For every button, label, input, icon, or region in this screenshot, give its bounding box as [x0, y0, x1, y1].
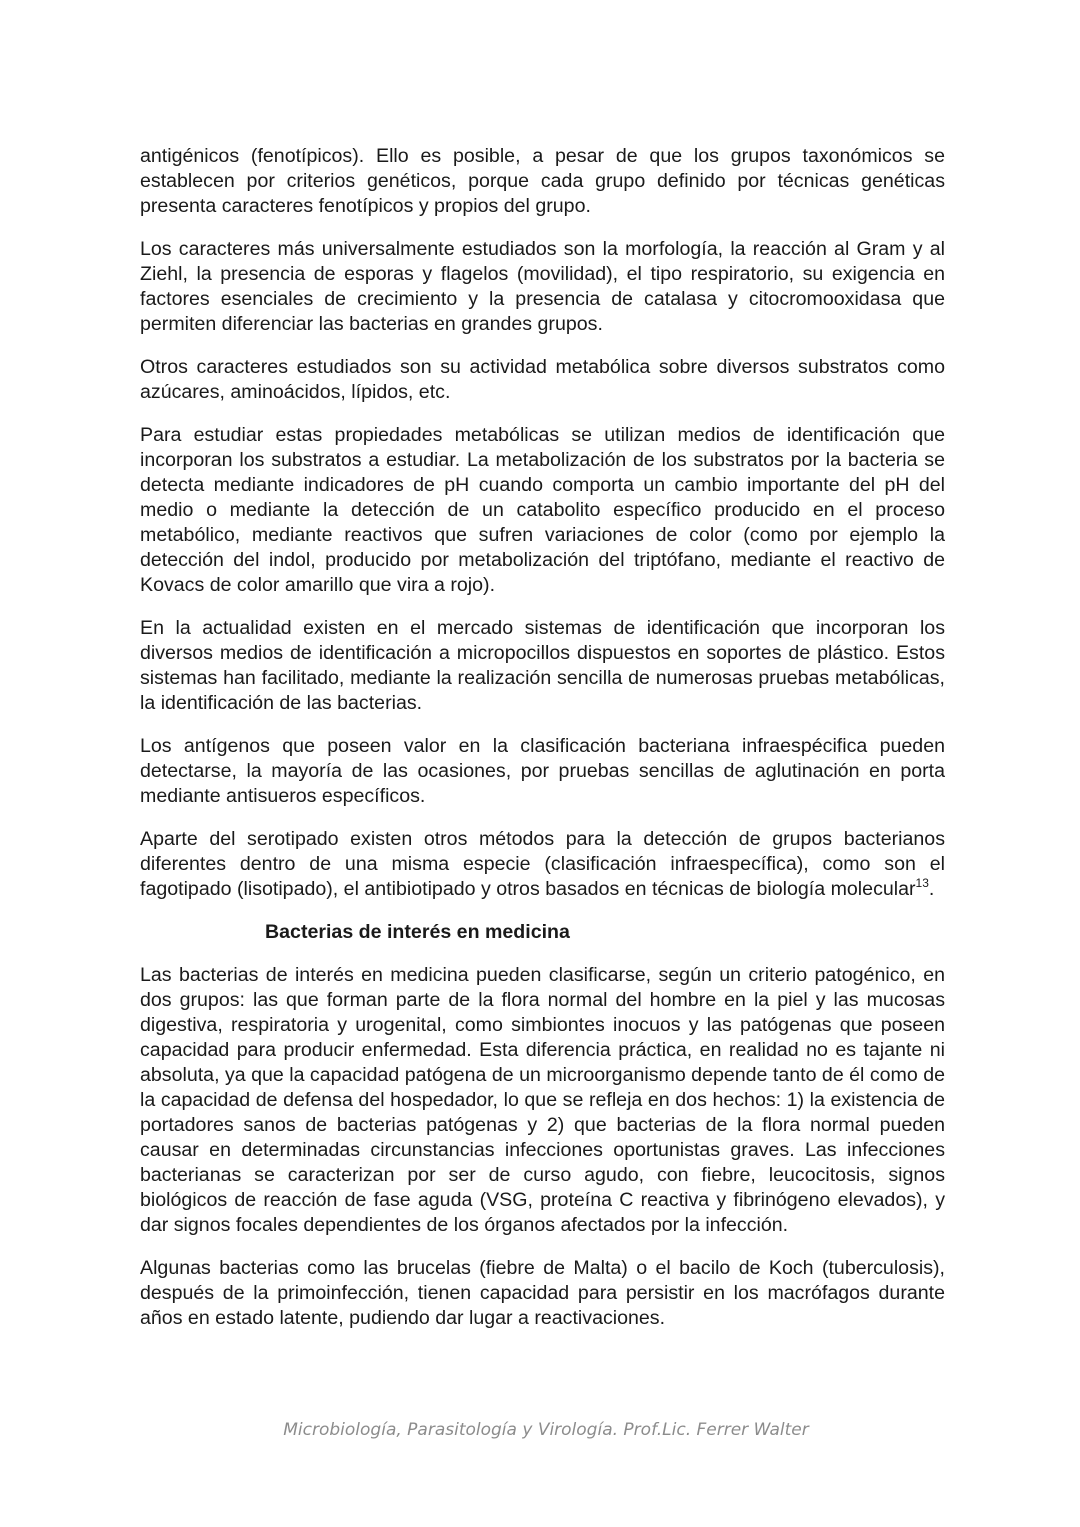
paragraph-metabolic-activity: Otros caracteres estudiados son su actividad metabólica sobre diversos substratos como azúcares, aminoácidos, lípidos, etc.	[140, 356, 945, 403]
paragraph-typing-text: Aparte del serotipado existen otros métodos para la detección de grupos bacterianos diferentes dentro de una misma especie (clasificación infraespecífica), como son el fagotipado (lisotipado), el antibiotipado y otros basados en técnicas de biología molecular	[140, 828, 945, 900]
paragraph-medical-bacteria: Las bacterias de interés en medicina pueden clasificarse, según un criterio patogénico, en dos grupos: las que forman parte de la flora normal del hombre en la piel y las mucosas digestiva, respiratoria y urogenital, como simbiontes inocuos y las patógenas que poseen capacidad para producir enfermedad. Esta diferencia práctica, en realidad no es tajante ni absoluta, ya que la capacidad patógena de un microorganismo depende tanto de él como de la capacidad de defensa del hospedador, lo que se refleja en dos hechos: 1) la existencia de portadores sanos de bacterias patógenas y 2) que bacterias de la flora normal pueden causar en determinadas circunstancias infecciones oportunistas graves. Las infecciones bacterianas se caracterizan por ser de curso agudo, con fiebre, leucocitosis, signos biológicos de reacción de fase aguda (VSG, proteína C reactiva y fibrinógeno elevados), y dar signos focales dependientes de los órganos afectados por la infección.	[140, 964, 945, 1236]
paragraph-identification-systems: En la actualidad existen en el mercado sistemas de identificación que incorporan los diversos medios de identificación a micropocillos dispuestos en soportes de plástico. Estos sistemas han facilitado, mediante la realización sencilla de numerosas pruebas metabólicas, la identificación de las bacterias.	[140, 617, 945, 714]
paragraph-antigens: Los antígenos que poseen valor en la clasificación bacteriana infraespécifica pueden detectarse, la mayoría de las ocasiones, por pruebas sencillas de aglutinación en porta mediante antisueros específicos.	[140, 735, 945, 807]
paragraph-universal-characters: Los caracteres más universalmente estudiados son la morfología, la reacción al Gram y al Ziehl, la presencia de esporas y flagelos (movilidad), el tipo respiratorio, su exigencia en factores esenciales de crecimiento y la presencia de catalasa y citocromooxidasa que permiten diferenciar las bacterias en grandes grupos.	[140, 238, 945, 335]
paragraph-latent-bacteria: Algunas bacterias como las brucelas (fiebre de Malta) o el bacilo de Koch (tuberculosis), después de la primoinfección, tienen capacidad para persistir en los macrófagos durante años en estado latente, pudiendo dar lugar a reactivaciones.	[140, 1257, 945, 1329]
page-footer: Microbiología, Parasitología y Virología. Prof.Lic. Ferrer Walter	[283, 1420, 809, 1440]
paragraph-identification-media: Para estudiar estas propiedades metabólicas se utilizan medios de identificación que incorporan los substratos a estudiar. La metabolización de los substratos por la bacteria se detecta mediante indicadores de pH cuando comporta un cambio importante del pH del medio o mediante la detección de un catabolito específico producido en el proceso metabólico, mediante reactivos que sufren variaciones de color (como por ejemplo la detección del indol, producido por metabolización del triptófano, mediante el reactivo de Kovacs de color amarillo que vira a rojo).	[140, 424, 945, 596]
paragraph-typing-methods	[140, 827, 945, 902]
section-heading: Bacterias de interés en medicina	[265, 921, 570, 943]
paragraph-phenotypic-characters: antigénicos (fenotípicos). Ello es posible, a pesar de que los grupos taxonómicos se establecen por criterios genéticos, porque cada grupo definido por técnicas genéticas presenta caracteres fenotípicos y propios del grupo.	[140, 145, 945, 217]
footnote-reference: 13	[915, 876, 929, 890]
paragraph-typing-tail: .	[928, 878, 935, 900]
page-content	[140, 144, 945, 1349]
